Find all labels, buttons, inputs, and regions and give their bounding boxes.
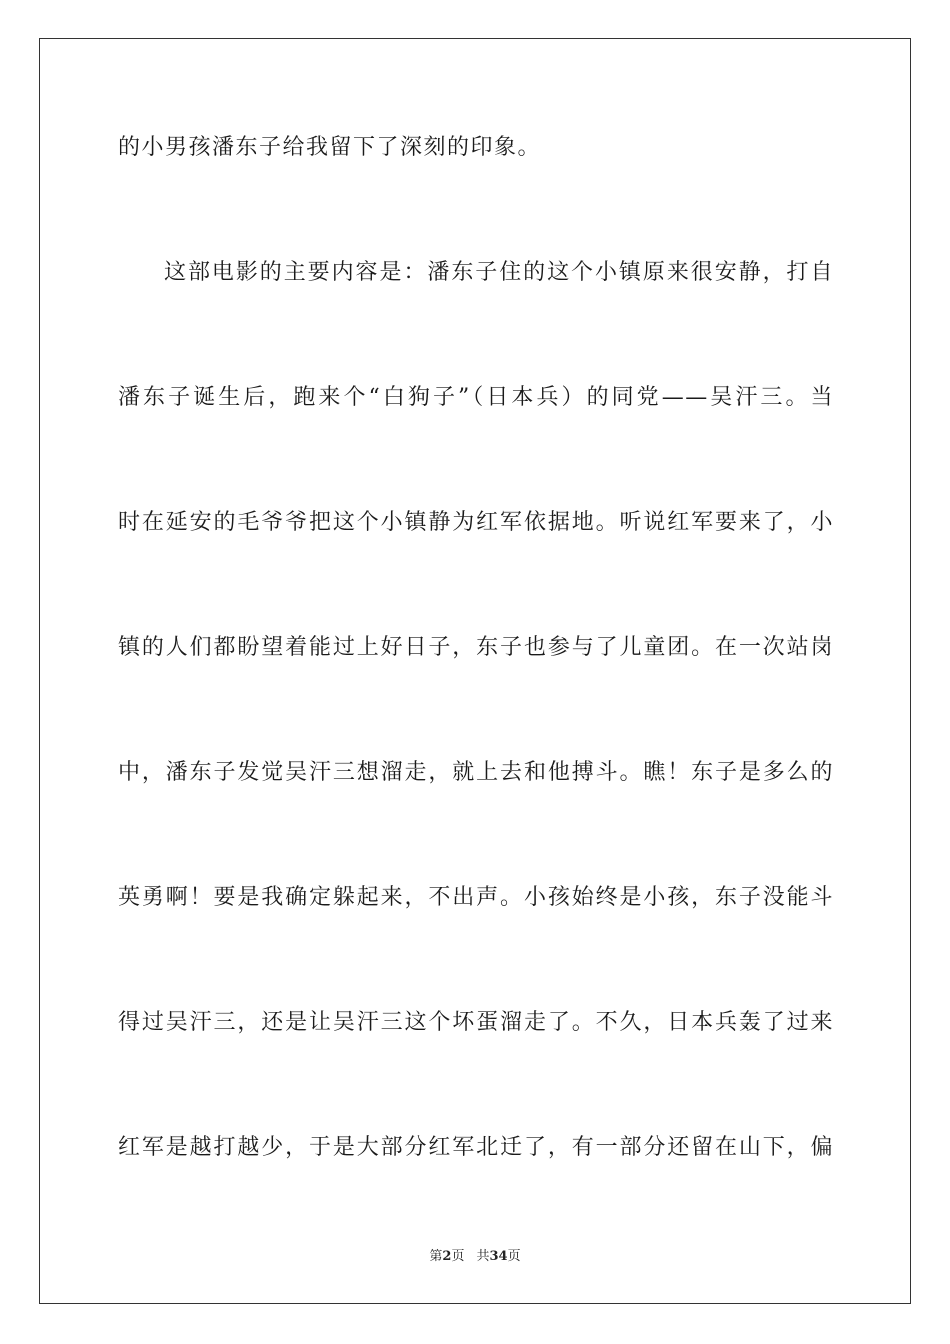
page-frame <box>39 38 911 1304</box>
text-line-9: 红军是越打越少，于是大部分红军北迁了，有一部分还留在山下，偏 <box>118 1135 834 1160</box>
page-number: 2 <box>442 1249 452 1264</box>
text-line-6: 中，潘东子发觉吴汗三想溜走，就上去和他搏斗。瞧！东子是多么的 <box>118 760 834 785</box>
total-suffix: 页 <box>507 1249 521 1264</box>
page-footer <box>0 1248 950 1266</box>
total-pages: 34 <box>489 1249 508 1264</box>
text-line-4: 时在延安的毛爷爷把这个小镇静为红军依据地。听说红军要来了，小 <box>118 510 834 535</box>
text-line-1: 的小男孩潘东子给我留下了深刻的印象。 <box>118 135 542 160</box>
text-line-7: 英勇啊！要是我确定躲起来，不出声。小孩始终是小孩，东子没能斗 <box>118 885 834 910</box>
text-line-5: 镇的人们都盼望着能过上好日子，东子也参与了儿童团。在一次站岗 <box>118 635 834 660</box>
page-suffix: 页 <box>451 1249 465 1264</box>
text-line-2: 这部电影的主要内容是：潘东子住的这个小镇原来很安静，打自 <box>164 260 834 285</box>
total-prefix: 共 <box>476 1249 490 1264</box>
page-prefix: 第 <box>429 1249 443 1264</box>
text-line-3: 潘东子诞生后，跑来个“白狗子”（日本兵）的同党——吴汗三。当 <box>118 385 834 410</box>
text-line-8: 得过吴汗三，还是让吴汗三这个坏蛋溜走了。不久，日本兵轰了过来 <box>118 1010 834 1035</box>
